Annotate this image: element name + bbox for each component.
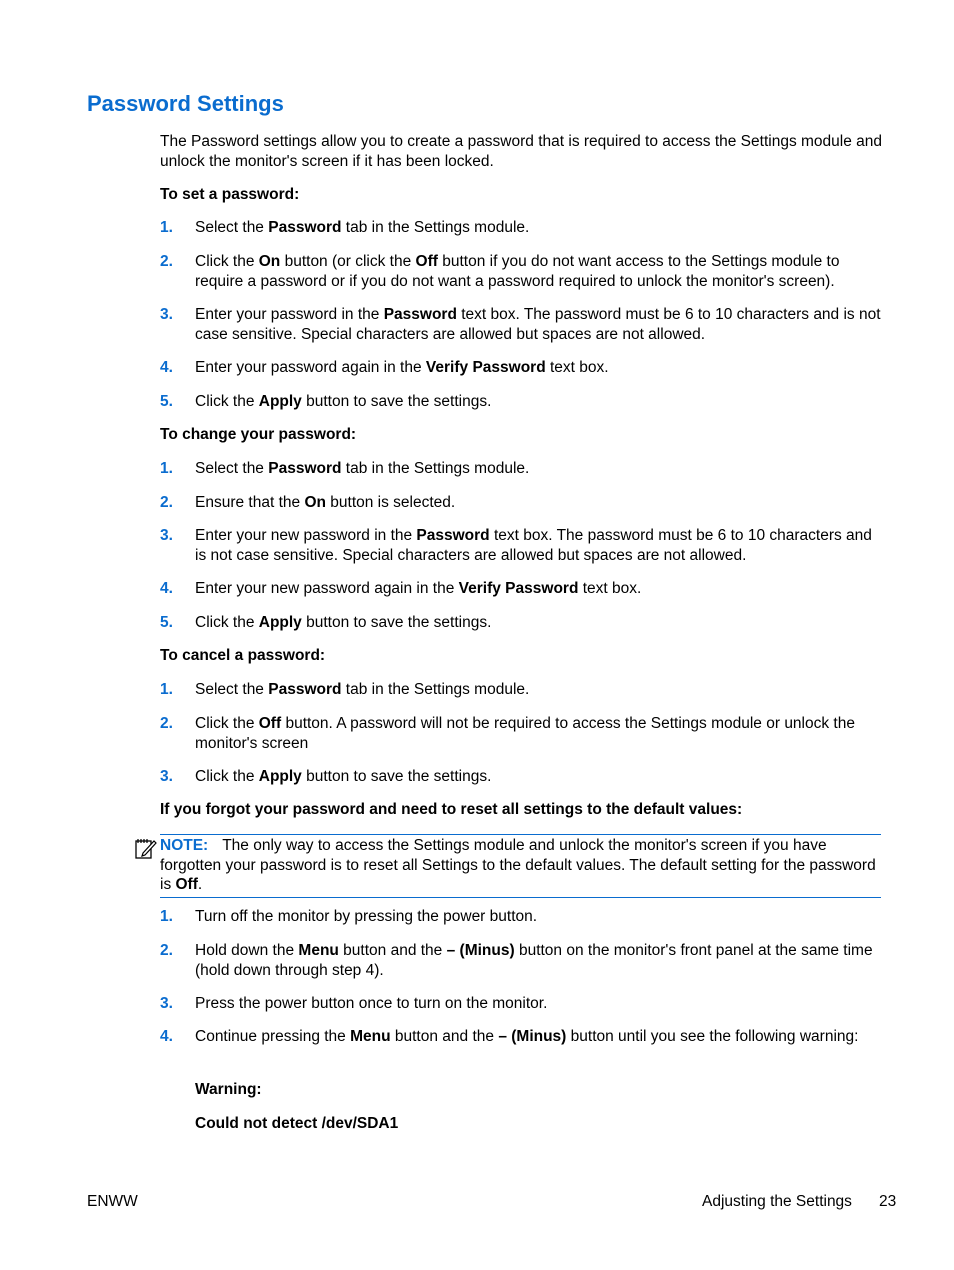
intro-paragraph: The Password settings allow you to create a password that is required to access the Settings module and unlock the monitor's screen if it has been locked. (160, 133, 882, 170)
step-number: 4. (160, 580, 173, 597)
set-step-2 (160, 252, 885, 291)
step-text: Continue pressing the Menu button and the – (Minus) button until you see the following warning: (195, 1028, 859, 1045)
step-number: 1. (160, 219, 173, 236)
step-number: 5. (160, 614, 173, 631)
forgot-step-3 (160, 994, 885, 1014)
step-number: 3. (160, 306, 173, 323)
step-number: 3. (160, 527, 173, 544)
change-step-2 (160, 493, 885, 513)
footer-left: ENWW (87, 1193, 138, 1210)
step-number: 2. (160, 715, 173, 732)
step-text: Click the Apply button to save the settings. (195, 393, 492, 410)
page-title: Password Settings (87, 91, 284, 116)
footer-page-number: 23 (879, 1193, 897, 1210)
note-label: NOTE: (160, 837, 209, 854)
set-step-5 (160, 392, 885, 412)
step-number: 4. (160, 1028, 173, 1045)
step-number: 2. (160, 494, 173, 511)
change-step-5 (160, 613, 885, 633)
step-text: Press the power button once to turn on the monitor. (195, 995, 548, 1012)
step-text: Click the On button (or click the Off button if you do not want access to the Settings module to require a password or if you do not want a password required to unlock the monitor's screen). (195, 253, 840, 290)
step-text: Click the Apply button to save the settings. (195, 768, 492, 785)
step-text: Ensure that the On button is selected. (195, 494, 456, 511)
step-number: 3. (160, 768, 173, 785)
change-step-3 (160, 526, 885, 565)
forgot-step-2 (160, 941, 885, 980)
step-number: 1. (160, 460, 173, 477)
warning-label: Warning: (195, 1081, 262, 1098)
set-step-1 (160, 218, 885, 238)
step-text: Click the Off button. A password will not be required to access the Settings module or unlock the monitor's screen (195, 715, 855, 752)
forgot-step-4 (160, 1027, 885, 1047)
cancel-step-1 (160, 680, 885, 700)
step-number: 2. (160, 253, 173, 270)
cancel-step-2 (160, 714, 885, 753)
warning-message: Could not detect /dev/SDA1 (195, 1115, 399, 1132)
cancel-password-heading: To cancel a password: (160, 647, 326, 664)
set-password-heading: To set a password: (160, 186, 300, 203)
forgot-password-heading: If you forgot your password and need to reset all settings to the default values: (160, 801, 743, 818)
step-text: Enter your new password in the Password text box. The password must be 6 to 10 characters and is not case sensitive. Special characters are allowed but spaces are not allowed. (195, 527, 872, 564)
step-text: Turn off the monitor by pressing the power button. (195, 908, 538, 925)
step-number: 2. (160, 942, 173, 959)
change-password-heading: To change your password: (160, 426, 357, 443)
step-number: 3. (160, 995, 173, 1012)
cancel-step-3 (160, 767, 885, 787)
set-step-3 (160, 305, 885, 344)
step-text: Select the Password tab in the Settings module. (195, 460, 530, 477)
step-text: Select the Password tab in the Settings module. (195, 681, 530, 698)
step-text: Select the Password tab in the Settings module. (195, 219, 530, 236)
note-box (160, 834, 881, 898)
note-text: The only way to access the Settings module and unlock the monitor's screen if you have forgotten your password is to reset all Settings to the default values. The default setting for the password is Off. (160, 837, 876, 893)
step-text: Enter your new password again in the Verify Password text box. (195, 580, 642, 597)
change-step-1 (160, 459, 885, 479)
step-number: 1. (160, 681, 173, 698)
note-pad-icon (134, 836, 158, 860)
step-number: 4. (160, 359, 173, 376)
step-text: Hold down the Menu button and the – (Minus) button on the monitor's front panel at the same time (hold down through step 4). (195, 942, 873, 979)
step-text: Enter your password in the Password text box. The password must be 6 to 10 characters and is not case sensitive. Special characters are allowed but spaces are not allowed. (195, 306, 881, 343)
step-text: Enter your password again in the Verify Password text box. (195, 359, 609, 376)
step-text: Click the Apply button to save the settings. (195, 614, 492, 631)
forgot-step-1 (160, 907, 885, 927)
step-number: 1. (160, 908, 173, 925)
set-step-4 (160, 358, 885, 378)
step-number: 5. (160, 393, 173, 410)
change-step-4 (160, 579, 885, 599)
footer-section: Adjusting the Settings (702, 1193, 852, 1210)
